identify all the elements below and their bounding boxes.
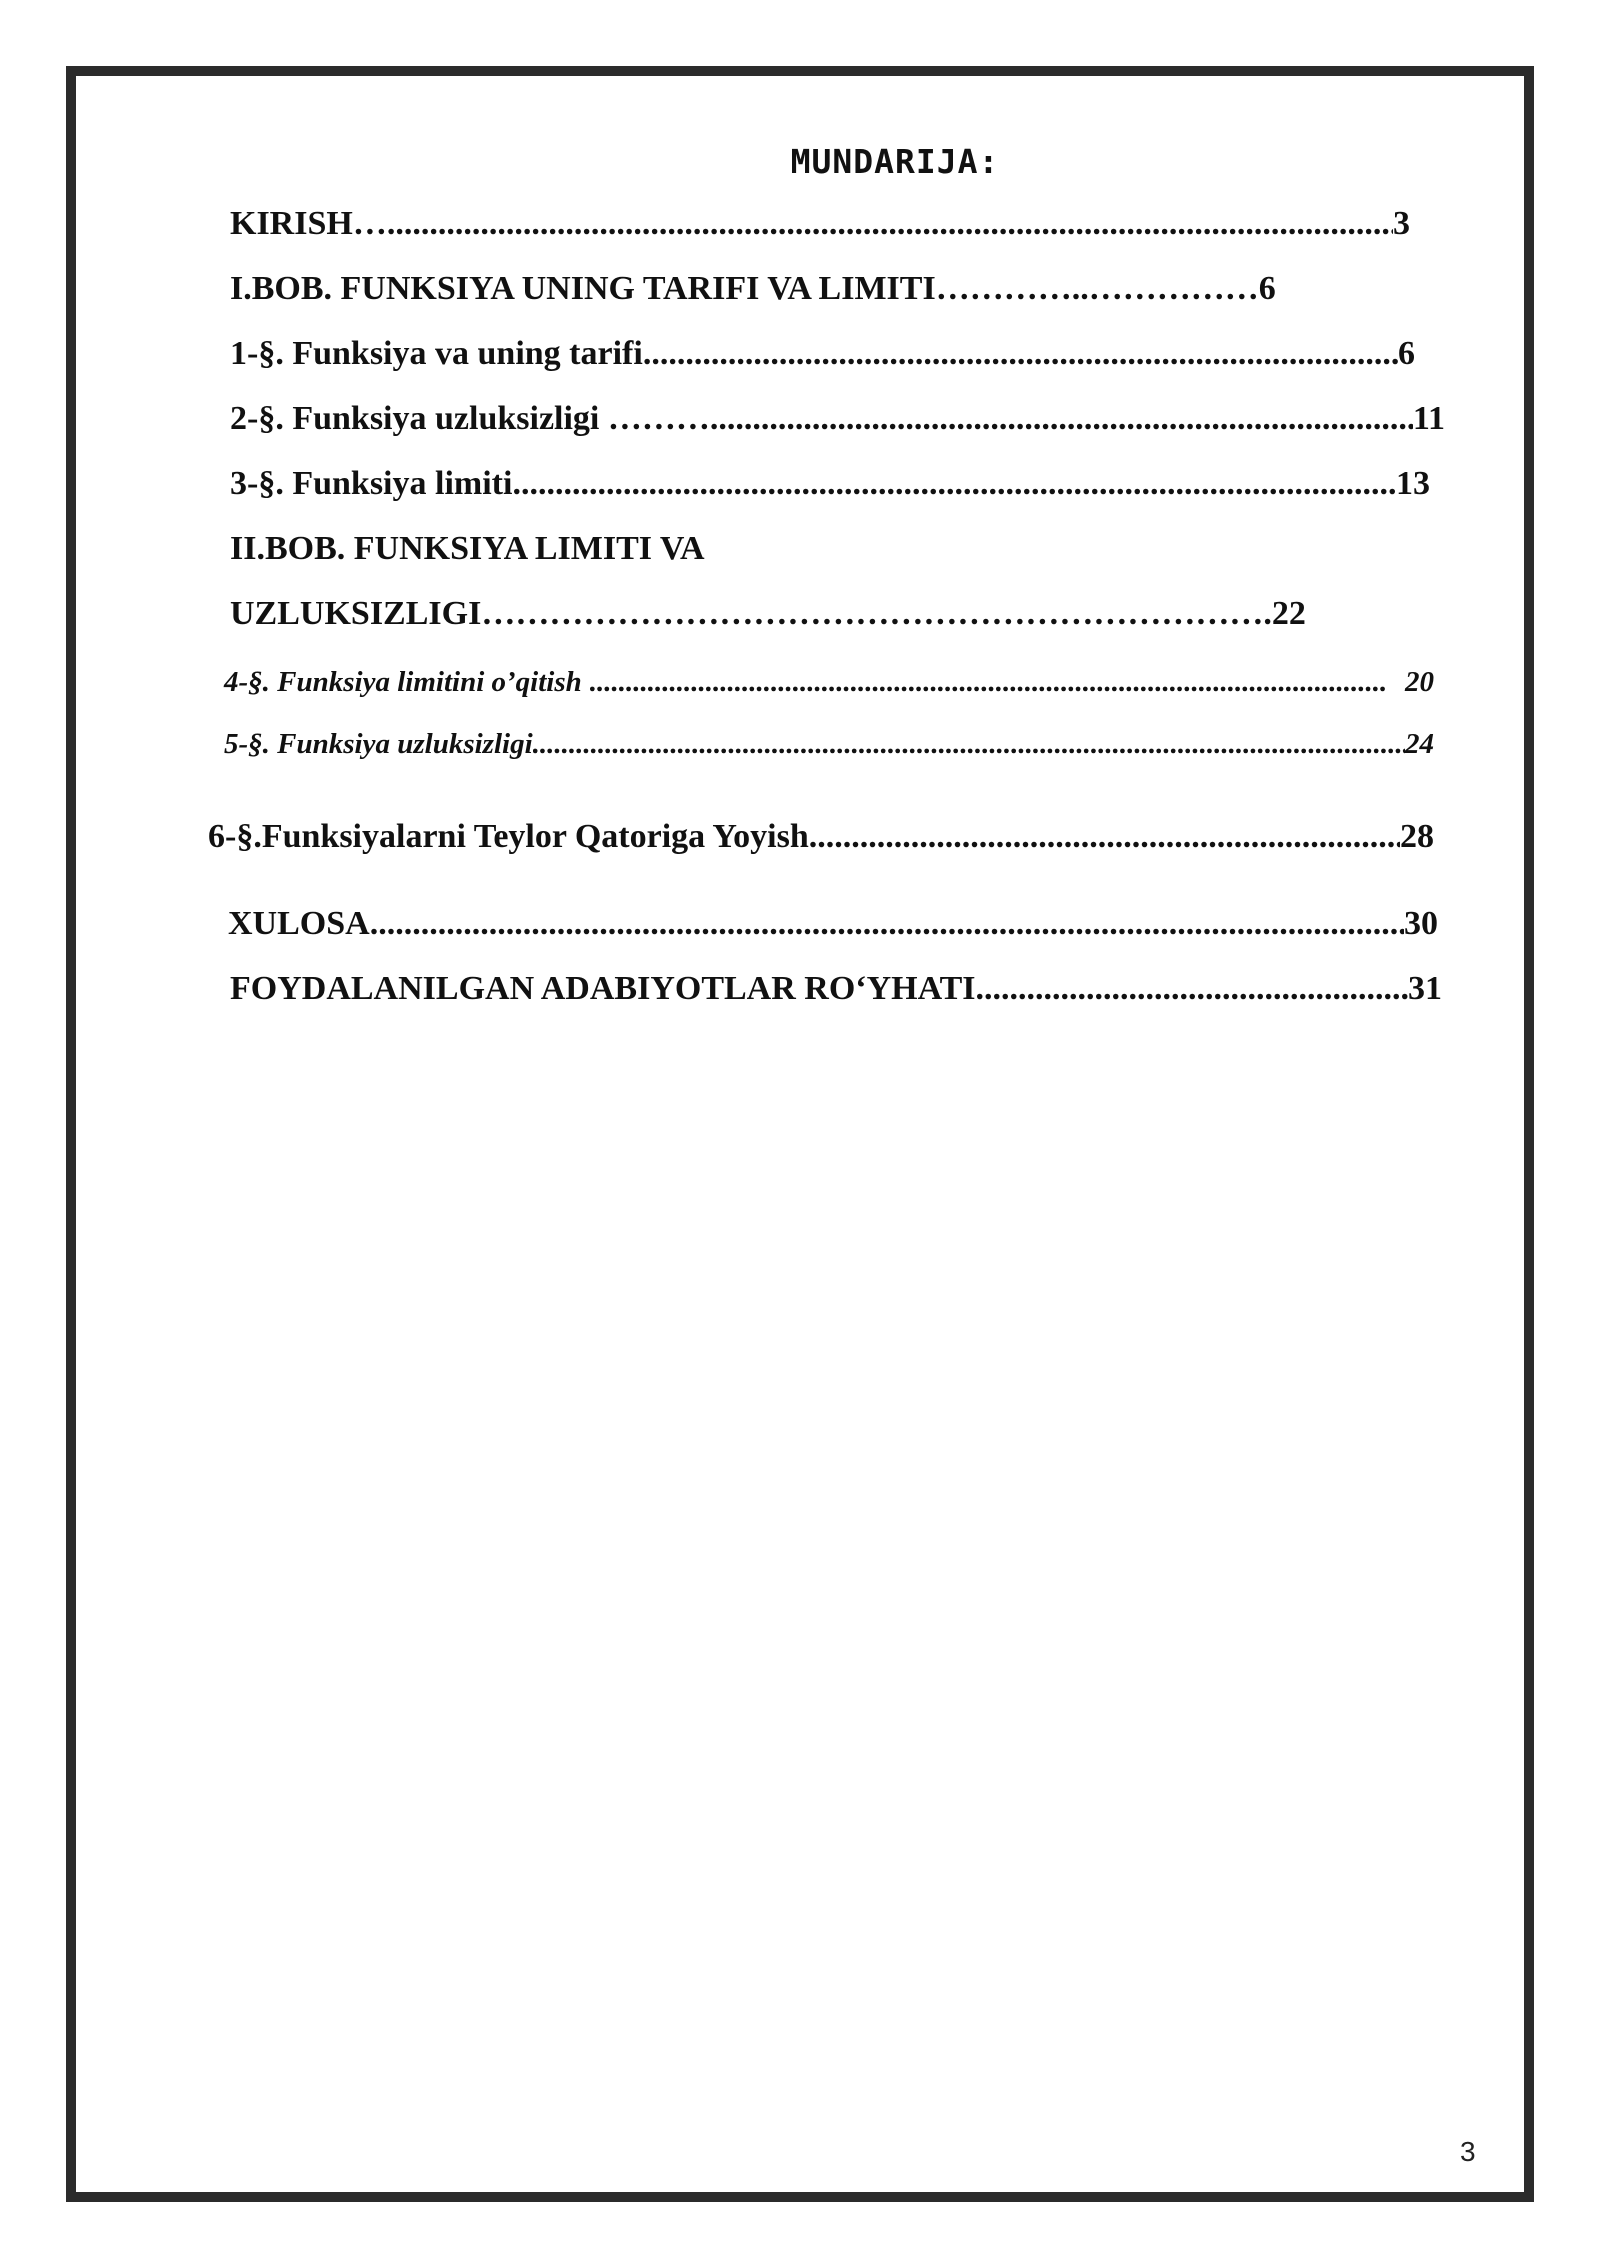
toc-entry-label: 4-§. Funksiya limitini o’qitish <box>224 666 582 698</box>
toc-entry-label: 3-§. Funksiya limiti <box>230 465 513 502</box>
toc-entry-section-6[interactable] <box>208 818 1434 856</box>
toc-entry-xulosa[interactable] <box>228 905 1438 943</box>
toc-heading: MUNDARIJA: <box>790 142 1000 181</box>
toc-entry-label: 5-§. Funksiya uzluksizligi <box>224 728 533 760</box>
toc-entry-label: 1-§. Funksiya va uning tarifi <box>230 335 643 372</box>
dot-leader <box>387 205 1393 243</box>
toc-entry-page: 6 <box>1398 335 1415 372</box>
toc-entry-chapter-1[interactable] <box>230 270 1415 308</box>
toc-entry-page: 30 <box>1404 905 1438 942</box>
dot-leader <box>710 400 1413 438</box>
toc-entry-section-4[interactable] <box>224 666 1434 699</box>
dot-leader <box>809 818 1400 856</box>
page-border <box>66 66 1534 2202</box>
toc-entry-page: 20 <box>1405 666 1434 698</box>
toc-entry-page: 13 <box>1396 465 1430 502</box>
page-number: 3 <box>1460 2136 1476 2167</box>
toc-entry-label: 6-§.Funksiyalarni Teylor Qatoriga Yoyish <box>208 818 809 855</box>
toc-entry-label: II.BOB. FUNKSIYA LIMITI VA <box>230 530 705 567</box>
dot-leader <box>370 905 1404 943</box>
toc-entry-section-5[interactable] <box>224 728 1434 761</box>
toc-entry-chapter-2-title[interactable] <box>230 530 705 568</box>
toc-entry-page: 22 <box>1271 595 1306 632</box>
toc-entry-label: I.BOB. FUNKSIYA UNING TARIFI VA LIMITI…………..…………… <box>230 270 1259 307</box>
dot-leader <box>533 728 1405 761</box>
toc-entry-section-2[interactable] <box>230 400 1445 438</box>
dot-leader <box>590 666 1385 699</box>
dot-leader <box>512 465 1396 503</box>
toc-entry-label: UZLUKSIZLIGI……………………………………………………………. <box>230 595 1272 632</box>
dot-leader <box>643 335 1398 373</box>
toc-entry-kirish[interactable] <box>230 205 1410 243</box>
toc-entry-label: 2-§. Funksiya uzluksizligi ……… <box>230 400 710 437</box>
toc-entry-section-1[interactable] <box>230 335 1415 373</box>
toc-entry-label: KIRISH… <box>230 205 387 242</box>
toc-entry-page: 3 <box>1393 205 1410 242</box>
dot-leader <box>976 970 1408 1008</box>
toc-entry-label: FOYDALANILGAN ADABIYOTLAR RO‘YHATI <box>230 970 976 1007</box>
toc-entry-page: 31 <box>1408 970 1442 1007</box>
toc-entry-section-3[interactable] <box>230 465 1430 503</box>
toc-entry-label: XULOSA <box>228 905 370 942</box>
toc-entry-page: 28 <box>1400 818 1434 855</box>
toc-entry-page: 24 <box>1405 728 1434 760</box>
toc-entry-chapter-2[interactable] <box>230 595 1440 633</box>
toc-entry-page: 11 <box>1412 400 1445 437</box>
toc-entry-bibliography[interactable] <box>230 970 1442 1008</box>
toc-entry-page: 6 <box>1258 270 1276 307</box>
